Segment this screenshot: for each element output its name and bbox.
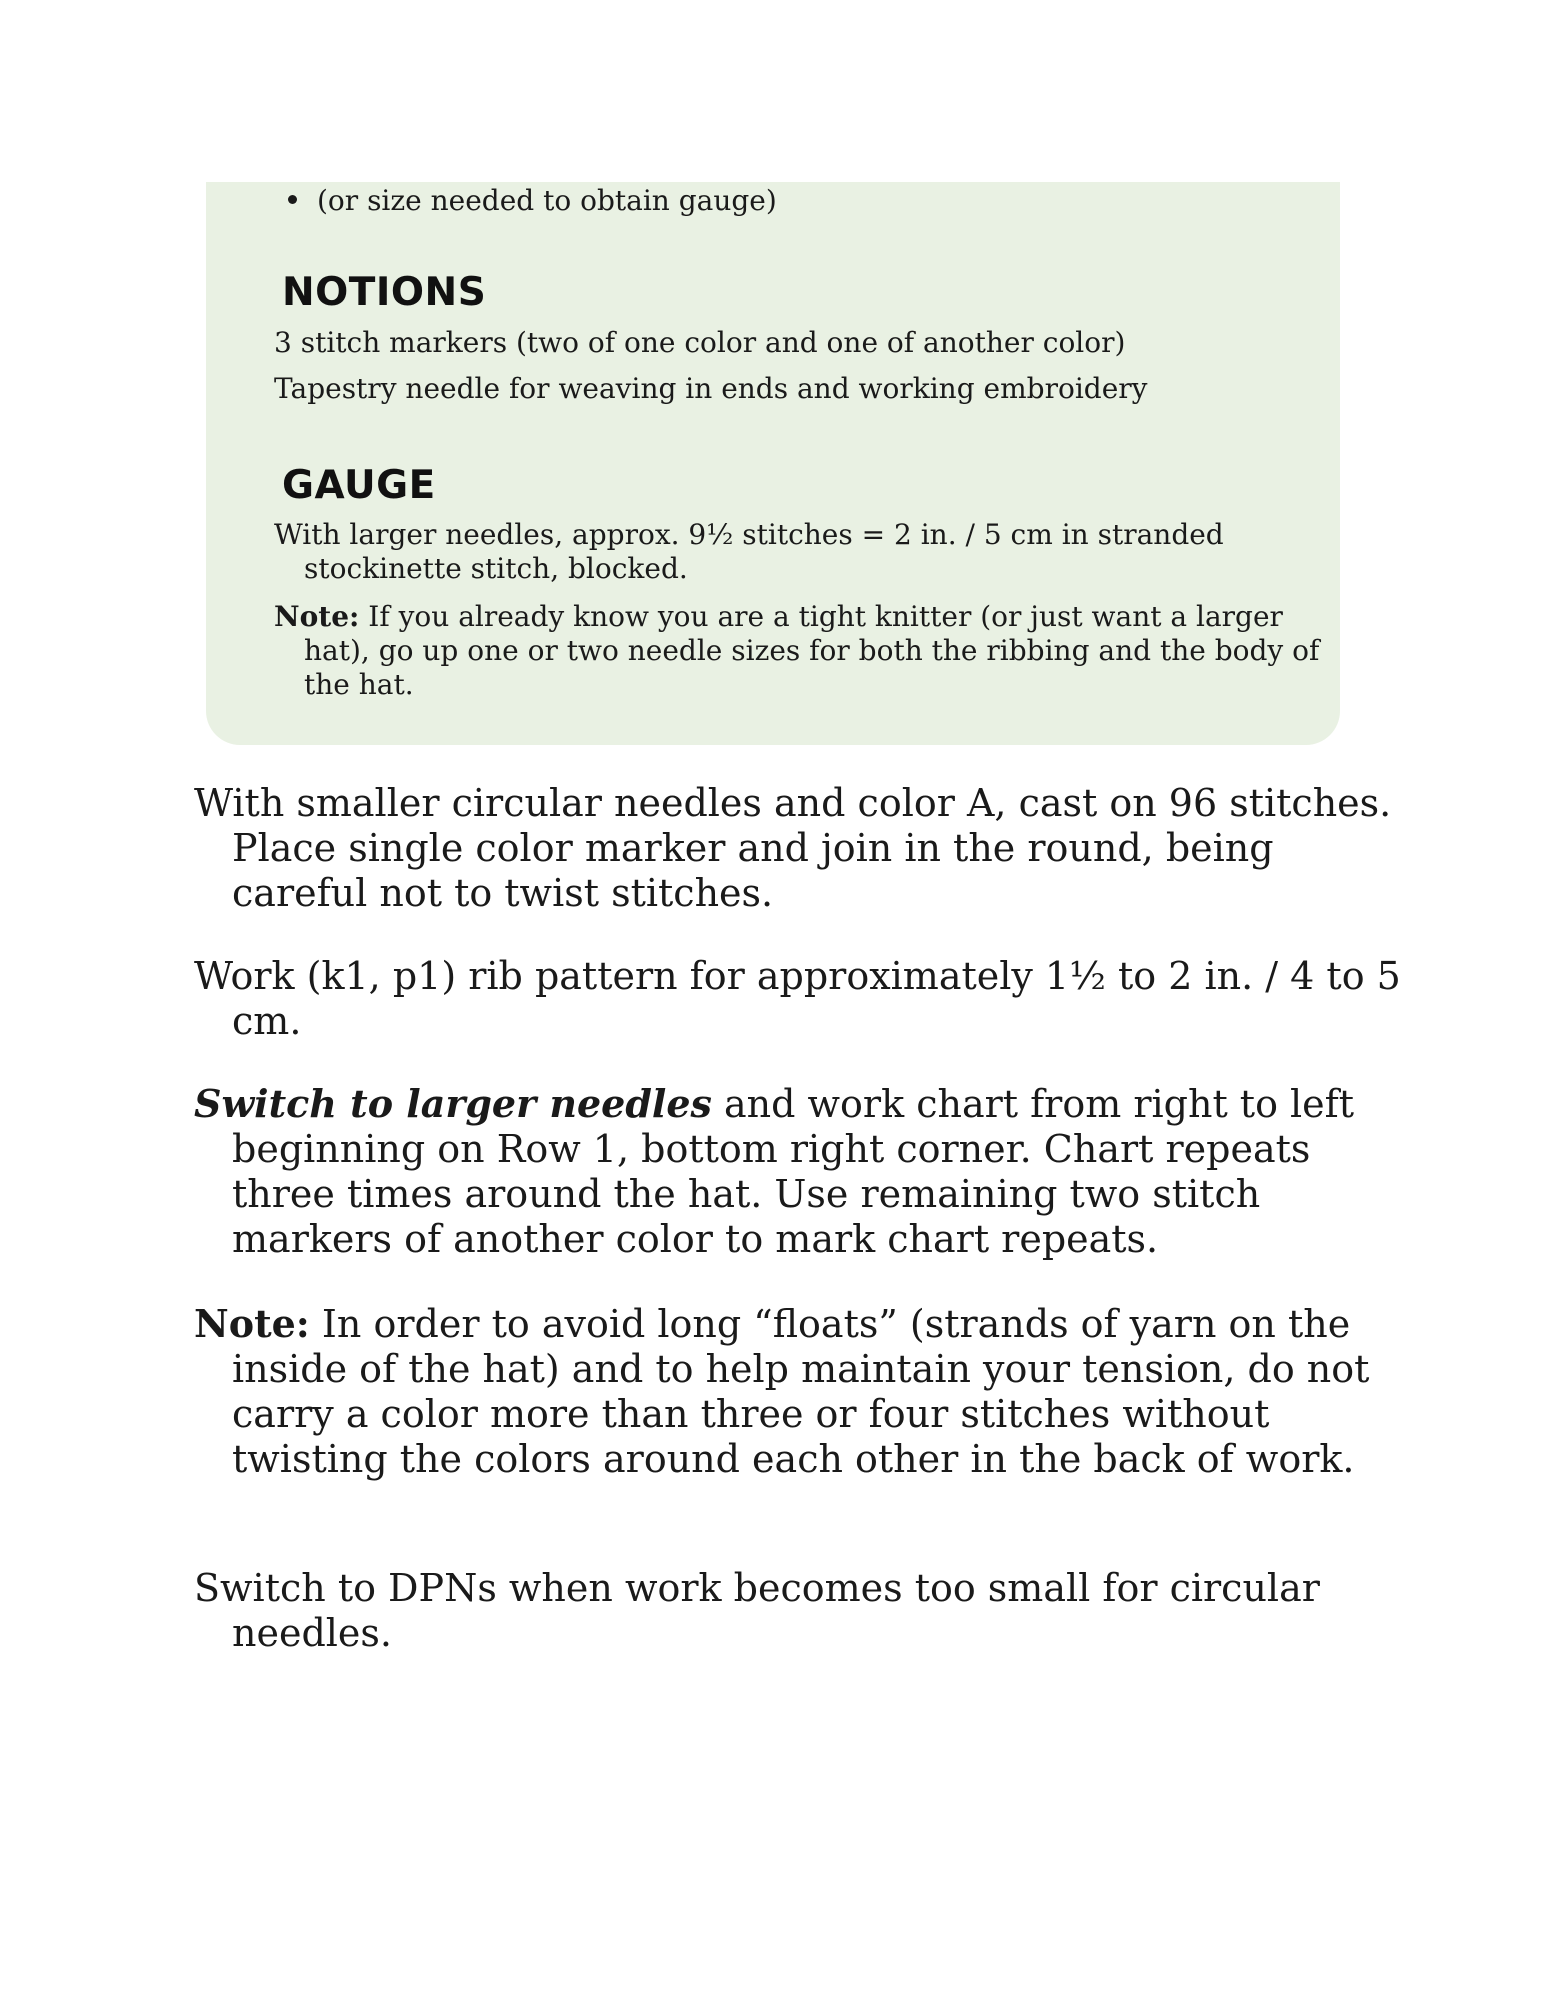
needle-size-text: (or size needed to obtain gauge) [317,184,777,217]
notions-item-markers: 3 stitch markers (two of one color and one of another color) [274,326,1126,359]
notions-item-needle: Tapestry needle for weaving in ends and working embroidery [274,372,1148,405]
chart-instruction-lead: Switch to larger needles [194,1081,712,1126]
gauge-heading: GAUGE [282,463,436,508]
gauge-note-label: Note: [274,600,360,633]
gauge-note [274,600,1344,702]
needle-size-bullet [288,183,777,219]
floats-note-label: Note: [194,1301,310,1346]
cast-on-instruction: With smaller circular needles and color A, cast on 96 stitches. Place single color marker and join in the round, being careful not to twist stitches. [194,781,1392,915]
notions-heading: NOTIONS [282,270,487,315]
gauge-note-text: If you already know you are a tight knitter (or just want a larger hat), go up one or two needle sizes for both the ribbing and the body of the hat. [304,600,1320,701]
floats-note [194,1301,1412,1482]
chart-instruction-text: and work chart from right to left beginning on Row 1, bottom right corner. Chart repeats three times around the hat. Use remaining two stitch markers of another color to mark chart repeats. [232,1082,1355,1261]
chart-instruction [194,1081,1412,1262]
floats-note-text: In order to avoid long “floats” (strands of yarn on the inside of the hat) and to help maintain your tension, do not carry a color more than three or four stitches without twisting the colors around each other in the back of work. [232,1302,1370,1481]
dpn-instruction: Switch to DPNs when work becomes too small for circular needles. [194,1566,1320,1655]
rib-instruction: Work (k1, p1) rib pattern for approximately 1½ to 2 in. / 4 to 5 cm. [194,954,1401,1043]
bullet-icon [288,195,297,204]
gauge-text: With larger needles, approx. 9½ stitches = 2 in. / 5 cm in stranded stockinette stitch, blocked. [274,518,1224,585]
